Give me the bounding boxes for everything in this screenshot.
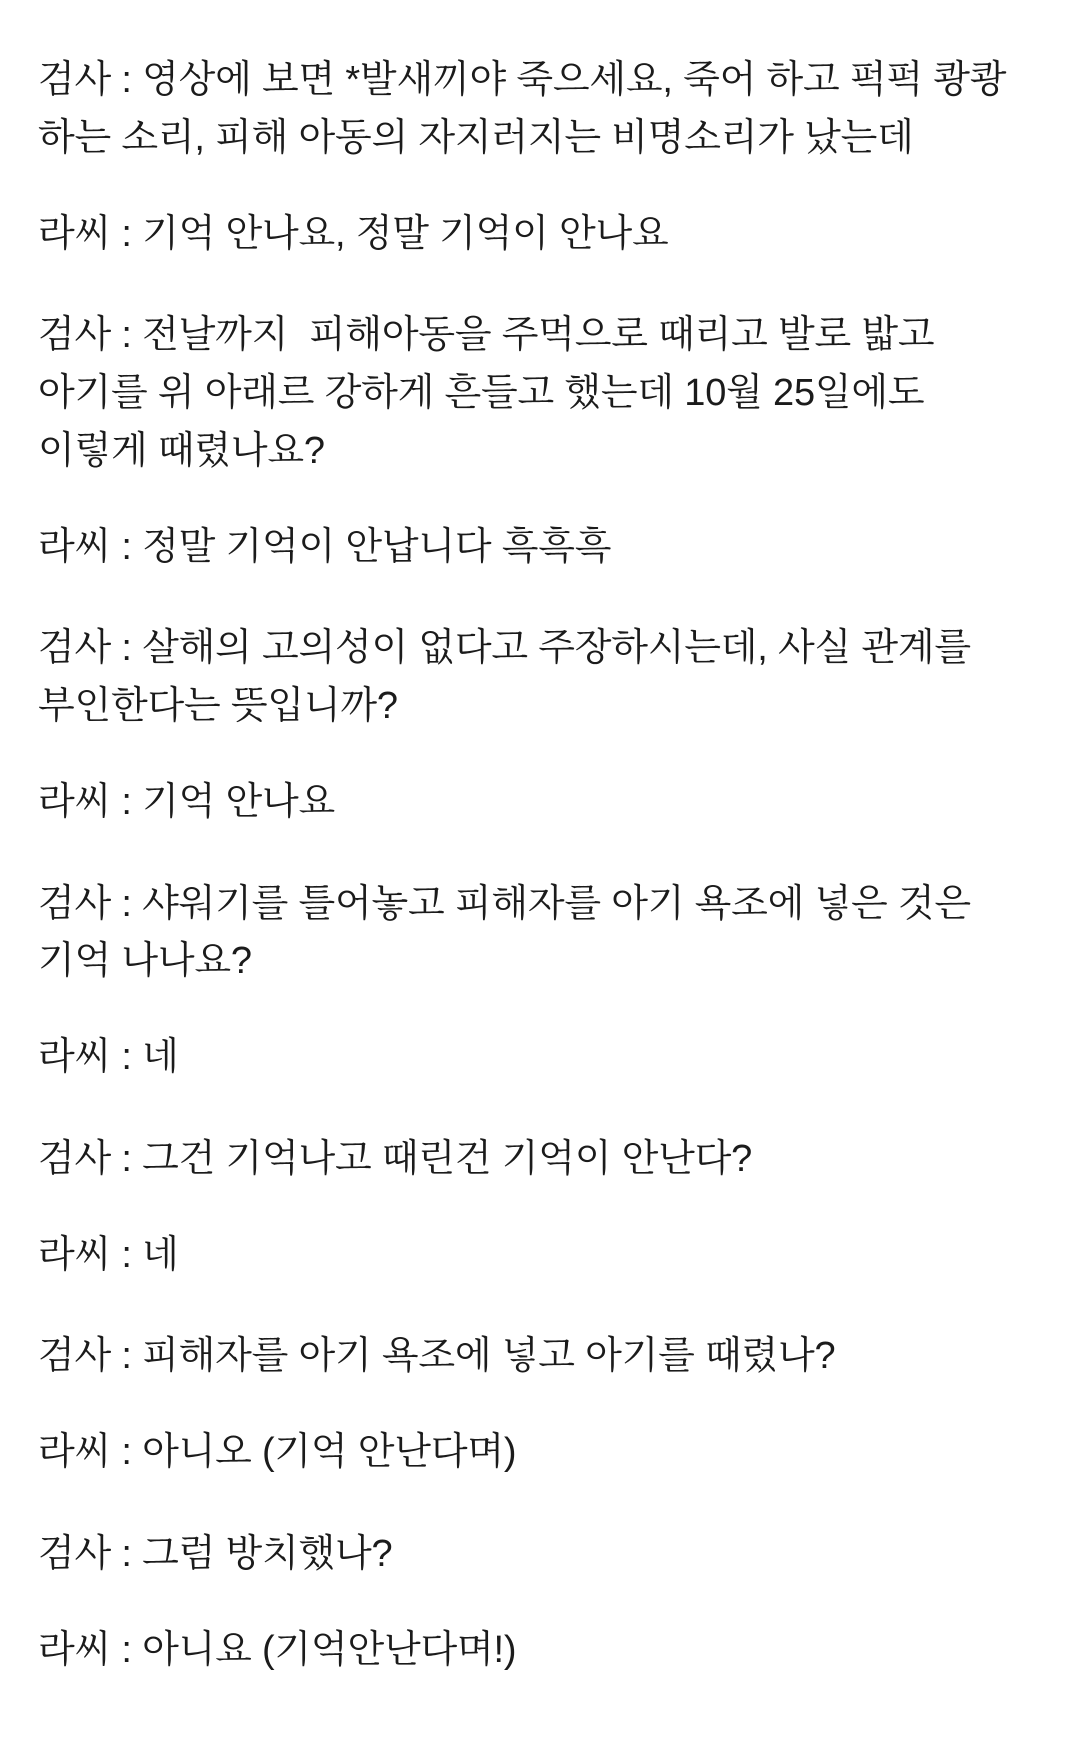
transcript-line: 검사 : 영상에 보면 *발새끼야 죽으세요, 죽어 하고 퍽퍽 쾅쾅 하는 소리, 피해 아동의 자지러지는 비명소리가 났는데: [38, 59, 1017, 159]
transcript-line: 라씨 : 아니요 (기억안난다며!): [38, 1628, 517, 1671]
transcript-block: [38, 620, 1042, 831]
transcript-line: 라씨 : 정말 기억이 안납니다 흑흑흑: [38, 525, 612, 568]
transcript-line: 라씨 : 아니오 (기억 안난다며): [38, 1431, 517, 1473]
transcript-line: 검사 : 샤워기를 틀어놓고 피해자를 아기 욕조에 넣은 것은 기억 나나요?: [38, 882, 982, 983]
transcript-line: 검사 : 그건 기억나고 때린건 기억이 안난다?: [38, 1137, 753, 1180]
transcript-line: 라씨 : 기억 안나요: [38, 780, 335, 823]
transcript-line: 검사 : 살해의 고의성이 없다고 주장하시는데, 사실 관계를 부인한다는 뜻입니까?: [38, 627, 982, 727]
transcript-line: 라씨 : 기억 안나요, 정말 기억이 안나요: [38, 212, 669, 255]
transcript-block: [38, 1328, 1042, 1482]
transcript-line: 검사 : 피해자를 아기 욕조에 넣고 아기를 때렸나?: [38, 1335, 836, 1378]
transcript-line: 검사 : 그럼 방치했나?: [38, 1532, 393, 1575]
transcript-block: [38, 1131, 1042, 1285]
transcript-block: [38, 52, 1042, 263]
transcript-block: [38, 307, 1042, 576]
transcript-block: [38, 1526, 1042, 1680]
transcript-line: 라씨 : 네: [38, 1036, 179, 1078]
transcript-block: [38, 876, 1042, 1087]
transcript-line: 검사 : 전날까지 피해아동을 주먹으로 때리고 발로 밟고 아기를 위 아래르 강하게 흔들고 했는데 10월 25일에도 이렇게 때렸나요?: [38, 314, 945, 472]
transcript-line: 라씨 : 네: [38, 1233, 179, 1276]
